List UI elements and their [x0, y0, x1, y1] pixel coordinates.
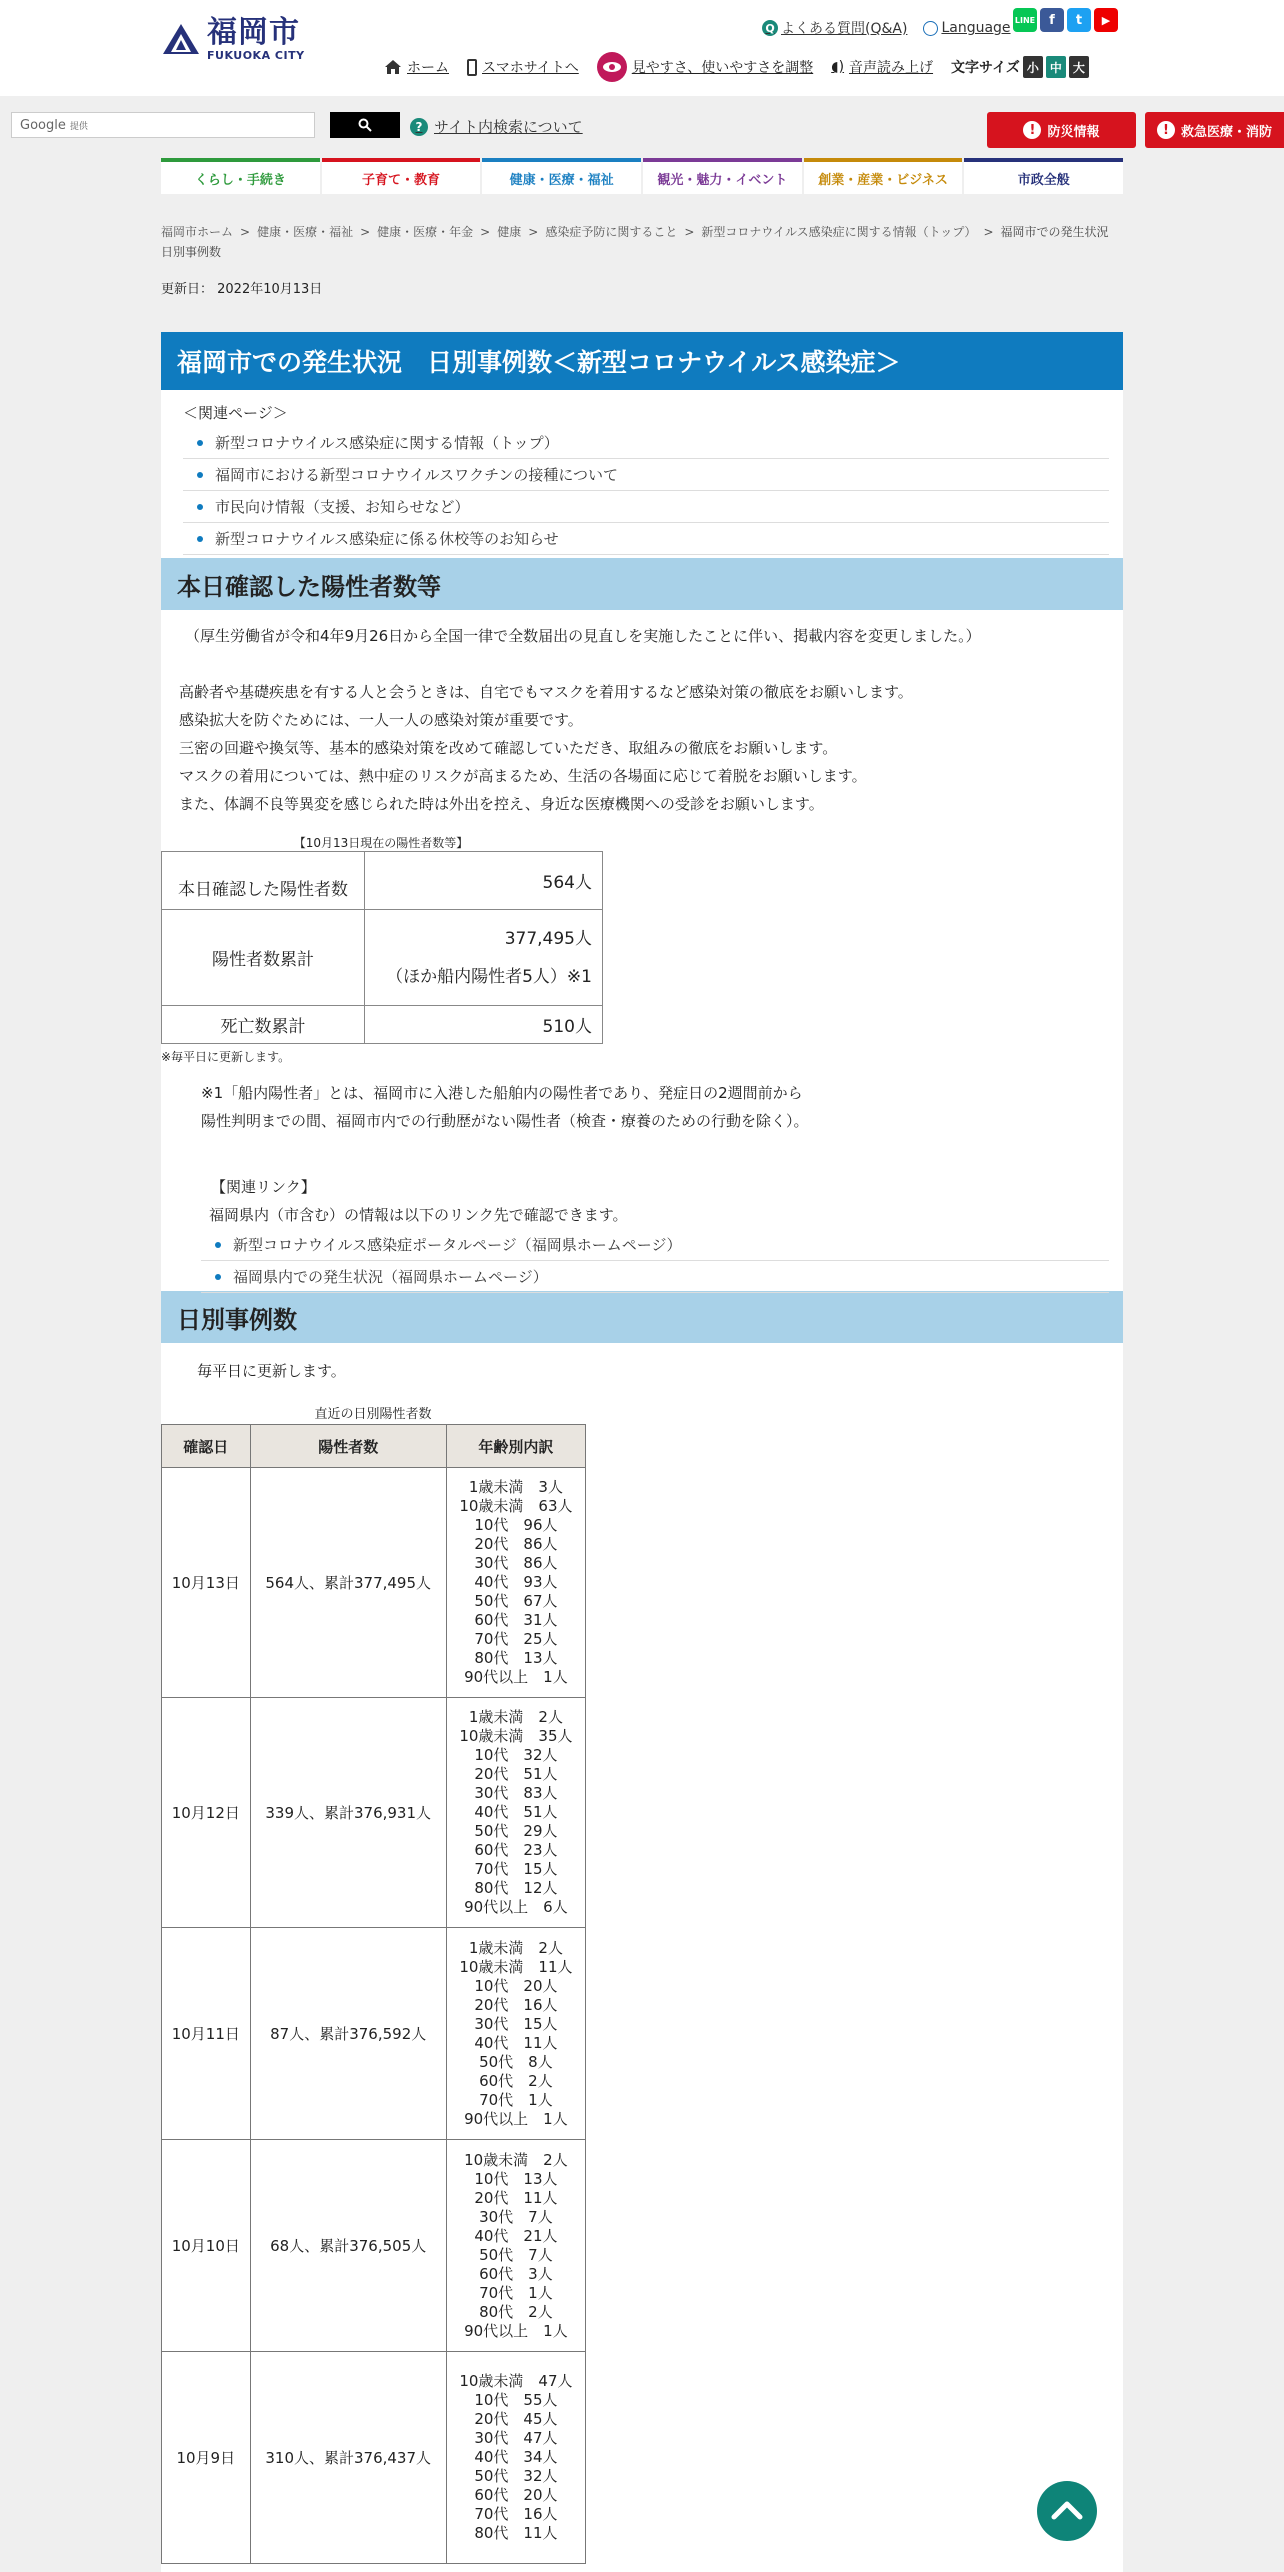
related-page-link[interactable]: 新型コロナウイルス感染症に係る休校等のお知らせ [215, 530, 559, 548]
globe-icon [923, 21, 938, 36]
ship-note [161, 1079, 1123, 1135]
breadcrumb-separator: > [360, 225, 371, 239]
category-tab[interactable]: 子育て・教育 [322, 158, 481, 194]
list-item [201, 1229, 1109, 1261]
category-nav [161, 158, 1123, 194]
related-links [161, 1173, 1123, 1229]
daily-cases-table [161, 1424, 586, 2564]
home-link[interactable] [384, 57, 449, 77]
emergency-label: 救急医療・消防 [1180, 124, 1272, 140]
category-tab[interactable]: 健康・医療・福祉 [482, 158, 641, 194]
breadcrumb-link[interactable]: 健康・医療・年金 [377, 225, 474, 239]
search-bar [0, 96, 1284, 156]
facebook-icon[interactable]: f [1040, 8, 1064, 32]
breadcrumb [161, 222, 1123, 262]
table-row [162, 1468, 586, 1698]
sns-links [1013, 8, 1118, 32]
faq-link[interactable] [762, 18, 907, 38]
advisory-text [161, 678, 1123, 818]
cell-date: 10月11日 [162, 1928, 251, 2140]
advisory-line: 感染拡大を防ぐためには、一人一人の感染対策が重要です。 [179, 711, 583, 729]
update-footnote: ※毎平日に更新します。 [161, 1050, 291, 1064]
cell-ages [446, 1928, 585, 2140]
accessibility-label: 見やすさ、使いやすさを調整 [631, 60, 814, 76]
font-small-button[interactable]: 小 [1023, 56, 1043, 78]
search-help-link[interactable] [410, 116, 583, 137]
breadcrumb-link[interactable]: 新型コロナウイルス感染症に関する情報（トップ） [701, 225, 977, 239]
prefecture-link[interactable]: 新型コロナウイルス感染症ポータルページ（福岡県ホームページ） [233, 1236, 682, 1254]
cell-date: 10月13日 [162, 1468, 251, 1698]
home-icon [384, 59, 402, 75]
search-input[interactable] [11, 112, 315, 138]
total-value: 377,495人 [504, 928, 592, 949]
ship-note-line1: ※1「船内陽性者」とは、福岡市に入港した船舶内の陽性者であり、発症日の2週間前から [201, 1084, 803, 1102]
ship-note-line2: 陽性判明までの間、福岡市内での行動歴がない陽性者（検査・療養のための行動を除く）。 [201, 1112, 809, 1130]
deaths-value: 510人 [365, 1006, 603, 1044]
breadcrumb-link[interactable]: 健康・医療・福祉 [257, 225, 354, 239]
page-title: 福岡市での発生状況 日別事例数＜新型コロナウイルス感染症＞ [161, 332, 1123, 390]
cell-date: 10月10日 [162, 2140, 251, 2352]
disaster-info-button[interactable] [987, 112, 1136, 148]
age-breakdown: 1歳未満 2人 10歳未満 35人 10代 32人 20代 51人 30代 83人 40代 51人 50代 29人 60代 23人 70代 15人 80代 12人 90代以上 6人 [459, 1708, 573, 1916]
column-header: 年齢別内訳 [446, 1425, 585, 1468]
main-content [161, 332, 1123, 2572]
prefecture-link[interactable]: 福岡県内での発生状況（福岡県ホームページ） [233, 1268, 548, 1286]
breadcrumb-separator: > [480, 225, 491, 239]
table-row [162, 1698, 586, 1928]
site-header [0, 0, 1284, 96]
search-brand: Google [20, 117, 66, 133]
search-help-label: サイト内検索について [434, 118, 583, 136]
section-title-today: 本日確認した陽性者数等 [161, 558, 1123, 610]
language-label: Language [941, 20, 1011, 36]
cell-count: 87人、累計376,592人 [250, 1928, 446, 2140]
youtube-icon[interactable]: ▶ [1094, 8, 1118, 32]
related-page-link[interactable]: 福岡市における新型コロナウイルスワクチンの接種について [215, 466, 619, 484]
cell-count: 68人、累計376,505人 [250, 2140, 446, 2352]
font-medium-button[interactable]: 中 [1046, 56, 1066, 78]
cell-date: 10月9日 [162, 2352, 251, 2564]
table-row [162, 1928, 586, 2140]
today-label: 本日確認した陽性者数 [162, 852, 365, 910]
read-aloud-link[interactable] [831, 57, 933, 77]
daily-table-caption: 直近の日別陽性者数 [314, 1407, 432, 1422]
back-to-top-button[interactable] [1037, 2481, 1097, 2541]
list-item [201, 1261, 1109, 1293]
eye-icon [597, 52, 627, 82]
related-page-link[interactable]: 市民向け情報（支援、お知らせなど） [215, 498, 470, 516]
smartphone-label: スマホサイトへ [482, 60, 579, 76]
accessibility-link[interactable] [597, 52, 813, 82]
total-label: 陽性者数累計 [162, 910, 365, 1006]
home-label: ホーム [407, 60, 449, 76]
font-size-control [951, 56, 1089, 78]
column-header: 陽性者数 [250, 1425, 446, 1468]
list-item [183, 427, 1109, 459]
breadcrumb-separator: > [684, 225, 695, 239]
age-breakdown: 1歳未満 3人 10歳未満 63人 10代 96人 20代 86人 30代 86人 40代 93人 50代 67人 60代 31人 70代 25人 80代 13人 90代以上 1人 [459, 1478, 573, 1686]
font-size-label: 文字サイズ [951, 60, 1020, 76]
related-links-heading: 【関連リンク】 [211, 1178, 316, 1196]
search-brand-sub: 提供 [69, 121, 88, 132]
font-large-button[interactable]: 大 [1069, 56, 1089, 78]
question-icon: Q [762, 20, 778, 36]
table-row [162, 2140, 586, 2352]
advisory-line: マスクの着用については、熱中症のリスクが高まるため、生活の各場面に応じて着脱をお願いします。 [179, 767, 867, 785]
related-page-link[interactable]: 新型コロナウイルス感染症に関する情報（トップ） [215, 434, 559, 452]
total-note: （ほか船内陽性者5人）※1 [386, 966, 592, 987]
table-row [162, 2352, 586, 2564]
breadcrumb-current: 福岡市での発生状況 日別事例数 [161, 225, 1109, 259]
breadcrumb-separator: > [240, 225, 251, 239]
related-pages [161, 390, 1123, 552]
age-breakdown: 10歳未満 47人 10代 55人 20代 45人 30代 47人 40代 34人 50代 32人 60代 20人 70代 16人 80代 11人 [459, 2372, 573, 2542]
summary-table [161, 851, 603, 1044]
site-logo[interactable] [161, 15, 305, 62]
twitter-icon[interactable]: t [1067, 8, 1091, 32]
city-emblem-icon [161, 22, 201, 58]
deaths-label: 死亡数累計 [162, 1006, 365, 1044]
alert-icon: ! [1023, 121, 1041, 139]
logo-name-en: FUKUOKA CITY [207, 49, 305, 62]
cell-date: 10月12日 [162, 1698, 251, 1928]
advisory-line: また、体調不良等異変を感じられた時は外出を控え、身近な医療機関への受診をお願いします。 [179, 795, 824, 813]
read-aloud-label: 音声読み上げ [849, 60, 934, 76]
sound-icon: ◖) [831, 59, 845, 75]
related-links-intro: 福岡県内（市含む）の情報は以下のリンク先で確認できます。 [209, 1206, 628, 1224]
category-tab[interactable]: 観光・魅力・イベント [643, 158, 802, 194]
chevron-up-icon [1037, 2481, 1097, 2541]
breadcrumb-separator: > [983, 225, 994, 239]
summary-caption: 【10月13日現在の陽性者数等】 [293, 836, 469, 850]
revision-note: （厚生労働省が令和4年9月26日から全国一律で全数届出の見直しを実施したことに伴い、掲載内容を変更しました。） [185, 627, 981, 645]
cell-ages [446, 2140, 585, 2352]
list-item [183, 491, 1109, 523]
breadcrumb-link[interactable]: 健康 [497, 225, 522, 239]
today-value: 564人 [365, 852, 603, 910]
cell-ages [446, 1698, 585, 1928]
line-icon[interactable]: LINE [1013, 8, 1037, 32]
advisory-line: 三密の回避や換気等、基本的感染対策を改めて確認していただき、取組みの徹底をお願いします。 [179, 739, 838, 757]
emergency-button[interactable] [1145, 112, 1284, 148]
list-item [183, 459, 1109, 491]
smartphone-link[interactable] [467, 57, 579, 77]
breadcrumb-link[interactable]: 福岡市ホーム [161, 225, 234, 239]
search-button[interactable] [330, 112, 400, 138]
cell-count: 310人、累計376,437人 [250, 2352, 446, 2564]
section-title-daily: 日別事例数 [161, 1291, 1123, 1343]
search-icon [358, 118, 372, 132]
related-pages-label: ＜関連ページ＞ [183, 404, 288, 422]
breadcrumb-separator: > [528, 225, 539, 239]
cell-count: 339人、累計376,931人 [250, 1698, 446, 1928]
cell-ages [446, 1468, 585, 1698]
category-tab[interactable]: 市政全般 [964, 158, 1123, 194]
alert-icon: ! [1157, 121, 1175, 139]
disaster-info-label: 防災情報 [1047, 124, 1100, 140]
language-link[interactable] [923, 20, 1010, 36]
age-breakdown: 1歳未満 2人 10歳未満 11人 10代 20人 20代 16人 30代 15人 40代 11人 50代 8人 60代 2人 70代 1人 90代以上 1人 [459, 1938, 573, 2128]
cell-ages [446, 2352, 585, 2564]
list-item [183, 523, 1109, 555]
help-icon: ? [410, 118, 428, 136]
daily-update-note: 毎平日に更新します。 [197, 1362, 346, 1380]
category-tab[interactable]: 創業・産業・ビジネス [804, 158, 963, 194]
age-breakdown: 10歳未満 2人 10代 13人 20代 11人 30代 7人 40代 21人 50代 7人 60代 3人 70代 1人 80代 2人 90代以上 1人 [464, 2150, 568, 2340]
smartphone-icon [467, 59, 477, 76]
breadcrumb-link[interactable]: 感染症予防に関すること [545, 225, 678, 239]
faq-label: よくある質問(Q&A) [781, 21, 908, 37]
logo-name-jp: 福岡市 [207, 15, 300, 50]
advisory-line: 高齢者や基礎疾患を有する人と会うときは、自宅でもマスクを着用するなど感染対策の徹底をお願いします。 [179, 683, 913, 701]
column-header: 確認日 [162, 1425, 251, 1468]
cell-count: 564人、累計377,495人 [250, 1468, 446, 1698]
updated-date: 更新日： 2022年10月13日 [161, 282, 323, 297]
category-tab[interactable]: くらし・手続き [161, 158, 320, 194]
